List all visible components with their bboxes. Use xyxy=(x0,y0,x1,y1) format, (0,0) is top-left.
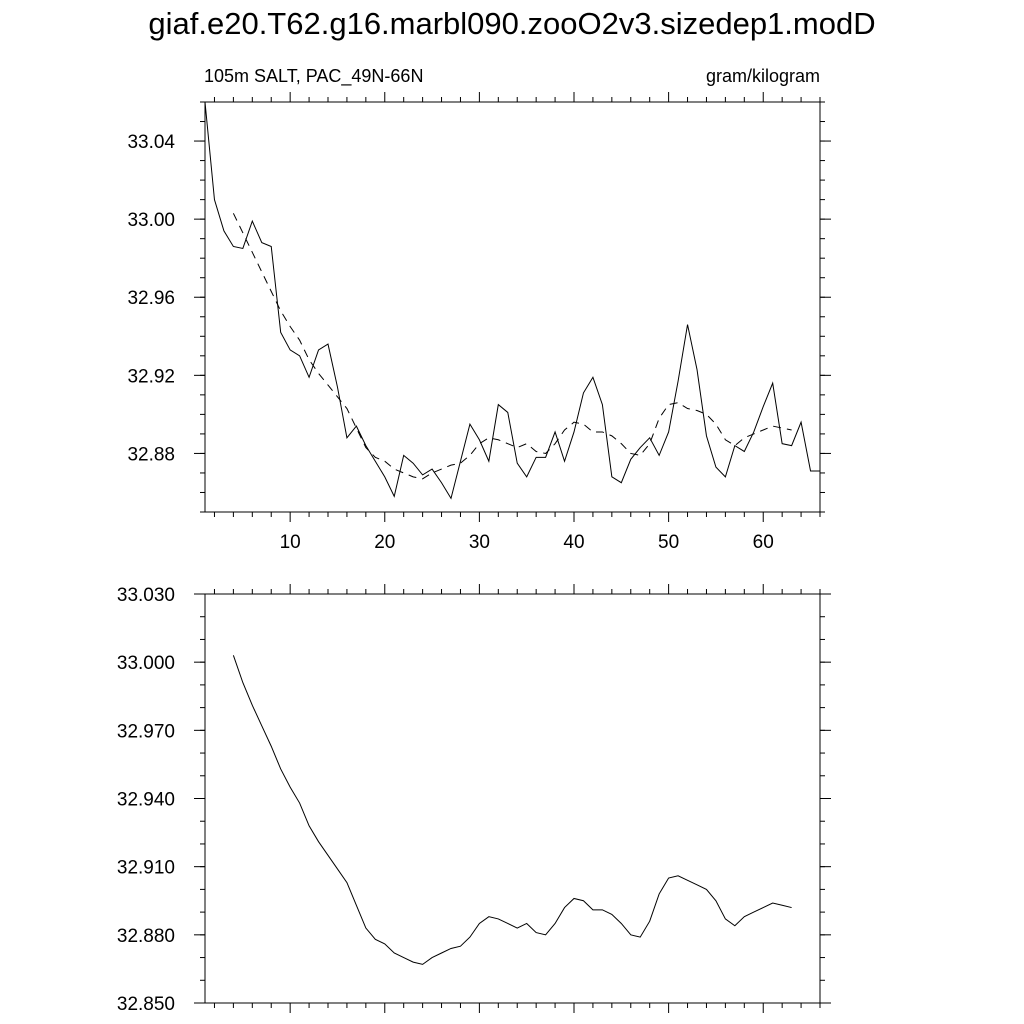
bottom-y-tick-label: 33.030 xyxy=(116,585,175,606)
top-x-tick-label: 10 xyxy=(279,532,301,553)
bottom-y-tick-label: 33.000 xyxy=(116,653,175,675)
bottom-panel xyxy=(117,584,831,1015)
top-y-tick-label: 32.96 xyxy=(127,288,175,310)
top-x-tick-label: 20 xyxy=(374,532,396,553)
top-solid-series-line xyxy=(205,102,820,498)
top-y-tick-label: 33.04 xyxy=(127,132,175,154)
main-title: giaf.e20.T62.g16.marbl090.zooO2v3.sizedep1.modD xyxy=(148,6,876,41)
top-plot-frame xyxy=(205,102,820,512)
top-panel xyxy=(127,92,831,553)
top-x-tick-label: 40 xyxy=(563,532,585,553)
variable-region-label: 105m SALT, PAC_49N-66N xyxy=(204,66,424,86)
bottom-y-tick-label: 32.850 xyxy=(116,994,175,1015)
top-x-tick-label: 50 xyxy=(658,532,680,553)
bottom-y-tick-label: 32.880 xyxy=(116,925,175,947)
units-label: gram/kilogram xyxy=(705,66,820,86)
top-y-tick-label: 32.92 xyxy=(127,366,175,388)
top-y-tick-label: 33.00 xyxy=(127,210,175,232)
bottom-solid-series-line xyxy=(233,655,791,964)
top-x-tick-label: 60 xyxy=(752,532,774,553)
bottom-y-tick-label: 32.940 xyxy=(116,789,175,811)
bottom-y-tick-label: 32.970 xyxy=(116,721,175,743)
top-y-tick-label: 32.88 xyxy=(127,444,175,466)
top-x-tick-label: 30 xyxy=(468,532,490,553)
bottom-y-tick-label: 32.910 xyxy=(116,857,175,879)
